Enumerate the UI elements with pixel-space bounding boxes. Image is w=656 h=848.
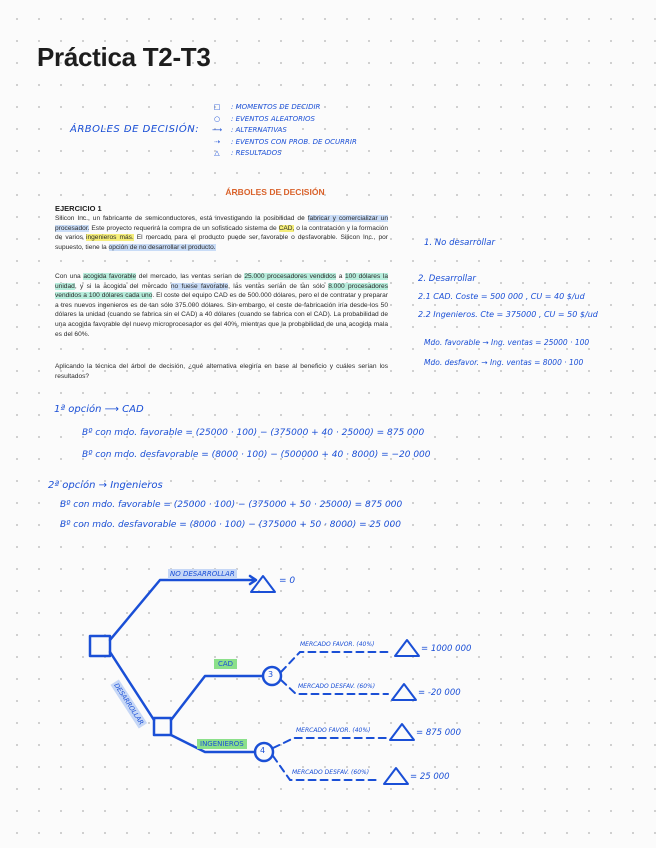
label-pill: INGENIEROS bbox=[197, 739, 247, 749]
legend-item-label: : RESULTADOS bbox=[231, 149, 282, 157]
result-cad-unfavorable: = -20 000 bbox=[418, 688, 461, 698]
circle-icon: ○ bbox=[213, 114, 221, 123]
result-cad-favorable: = 1000 000 bbox=[421, 644, 472, 654]
highlight: fabricar y comercializar un procesador. bbox=[55, 215, 388, 232]
calc-option-2-line-1: Bº con mdo. favorable = (25000 · 100) − (375000 + 50 · 25000) = 875 000 bbox=[60, 500, 403, 510]
arrow-icon: ⟶ bbox=[211, 126, 223, 134]
result-no-desarrollar: = 0 bbox=[279, 576, 296, 586]
decision-square-icon bbox=[154, 718, 171, 735]
branch-no-desarrollar bbox=[110, 580, 255, 640]
text-run: El mercado para el producto puede ser favorable o desfavorable. Silicon Inc., por supuesto, tiene la bbox=[55, 234, 388, 251]
highlight: no fuese favorable bbox=[170, 282, 229, 290]
result-ing-unfavorable: = 25 000 bbox=[410, 772, 450, 782]
tree-label-cad bbox=[214, 660, 237, 668]
branch-cad-favorable bbox=[281, 652, 390, 672]
dotted-arrow-icon: ⇢ bbox=[214, 137, 220, 146]
label-pill: CAD bbox=[214, 659, 237, 669]
note-option-2-1: 2.1 CAD. Coste = 500 000 , CU = 40 $/ud bbox=[418, 292, 585, 301]
branch-ing-favorable bbox=[273, 738, 386, 748]
label-ing-unfavorable: MERCADO DESFAV. (60%) bbox=[292, 769, 370, 776]
legend-item-label: : EVENTOS ALEATORIOS bbox=[231, 114, 315, 123]
highlight: acogida favorable bbox=[83, 273, 137, 280]
highlight: opción de no desarrollar el producto. bbox=[108, 243, 216, 251]
triangle-icon bbox=[390, 724, 414, 740]
text-run: Silicon Inc., un fabricante de semiconductores, está investigando la posibilidad de bbox=[55, 215, 308, 222]
label-pill: NO DESARROLLAR bbox=[170, 570, 235, 578]
legend-item-label: : EVENTOS CON PROB. DE OCURRIR bbox=[231, 137, 357, 146]
highlight: 8.000 procesadores vendidos a 100 dólares cada uno bbox=[55, 282, 388, 300]
calc-option-2-line-2: Bº con mdo. desfavorable = (8000 · 100) − (375000 + 50 · 8000) = 25 000 bbox=[60, 520, 401, 530]
square-icon: □ bbox=[213, 103, 221, 111]
highlight: 100 dólares la unidad bbox=[55, 273, 388, 290]
note-market-favorable: Mdo. favorable → Ing. ventas = 25000 · 100 bbox=[424, 338, 590, 347]
highlight: CAD, bbox=[278, 224, 295, 232]
note-market-unfavorable: Mdo. desfavor. → Ing. ventas = 8000 · 100 bbox=[424, 358, 584, 367]
label-cad-favorable: MERCADO FAVOR. (40%) bbox=[300, 641, 375, 648]
branch-ing-unfavorable bbox=[273, 756, 380, 780]
text-run: Con una bbox=[55, 273, 84, 280]
page-title: Práctica T2-T3 bbox=[37, 42, 211, 72]
legend-item-label: : MOMENTOS DE DECIDIR bbox=[231, 103, 321, 111]
text-run: , las ventas serían de tan sólo bbox=[228, 282, 329, 290]
triangle-icon bbox=[395, 640, 419, 656]
calc-option-2-heading: 2ª opción → Ingenieros bbox=[48, 480, 163, 491]
node-label-3: 3 bbox=[268, 670, 274, 679]
exercise-question: Aplicando la técnica del árbol de decisión, ¿qué alternativa elegiría en base al beneficio y cuáles serían los resultados? bbox=[55, 363, 388, 380]
note-option-2-2: 2.2 Ingenieros. Cte = 375000 , CU = 50 $/ud bbox=[418, 310, 598, 319]
triangle-icon: △ bbox=[214, 149, 220, 157]
calc-option-1-line-2: Bº con mdo. desfavorable = (8000 · 100) − (500000 + 40 · 8000) = −20 000 bbox=[82, 450, 431, 460]
text-run: , y si la acogida del mercado bbox=[74, 282, 171, 290]
exercise-heading: EJERCICIO 1 bbox=[55, 204, 102, 213]
note-option-1: 1. No desarrollar bbox=[424, 238, 495, 248]
label-cad-unfavorable: MERCADO DESFAV. (60%) bbox=[298, 683, 376, 690]
decision-square-icon bbox=[90, 636, 110, 656]
text-run: . El coste del equipo CAD es de 500.000 dólares, pero el de contratar y preparar a tres nuevos ingenieros es de tan sólo 375.000 dólares. Sin embargo, el coste de fabricación iría desde los 50 dólares la unidad (cuando se fabrica sin el CAD) a 40 dólares (cuando se fabrica con el CAD). La probabilidad de una acogida favorable del nuevo microprocesador es del 40%, mientras que la probabilidad de una acogida mala es del 60%. bbox=[55, 292, 388, 338]
triangle-icon bbox=[384, 768, 408, 784]
triangle-icon bbox=[392, 684, 416, 700]
calc-option-1-heading: 1ª opción ⟶ CAD bbox=[54, 404, 144, 415]
highlight: ingenieros más. bbox=[86, 234, 134, 242]
node-label-4: 4 bbox=[260, 746, 266, 755]
tree-label-ingenieros bbox=[197, 740, 247, 748]
legend-heading: ÁRBOLES DE DECISIÓN: bbox=[70, 124, 200, 135]
highlight: 25.000 procesadores vendidos bbox=[244, 273, 337, 280]
calc-option-1-line-1: Bº con mdo. favorable = (25000 · 100) − (375000 + 40 · 25000) = 875 000 bbox=[82, 428, 425, 438]
text-run: del mercado, las ventas serían de bbox=[136, 273, 245, 280]
text-run: Este proyecto requerirá la compra de un sofisticado sistema de bbox=[89, 224, 279, 232]
legend-item-label: : ALTERNATIVAS bbox=[231, 126, 287, 134]
result-ing-favorable: = 875 000 bbox=[416, 728, 461, 738]
label-pill: DESARROLLAR bbox=[110, 679, 147, 728]
note-option-2: 2. Desarrollar bbox=[418, 274, 476, 284]
tree-label-no-desarrollar bbox=[168, 570, 237, 578]
text-run: a bbox=[336, 273, 345, 280]
label-ing-favorable: MERCADO FAVOR. (40%) bbox=[296, 727, 371, 734]
branch-cad bbox=[171, 676, 262, 720]
section-title: ÁRBOLES DE DECISIÓN bbox=[225, 187, 325, 197]
text-run: o la contratación y la formación de varios bbox=[55, 224, 389, 242]
